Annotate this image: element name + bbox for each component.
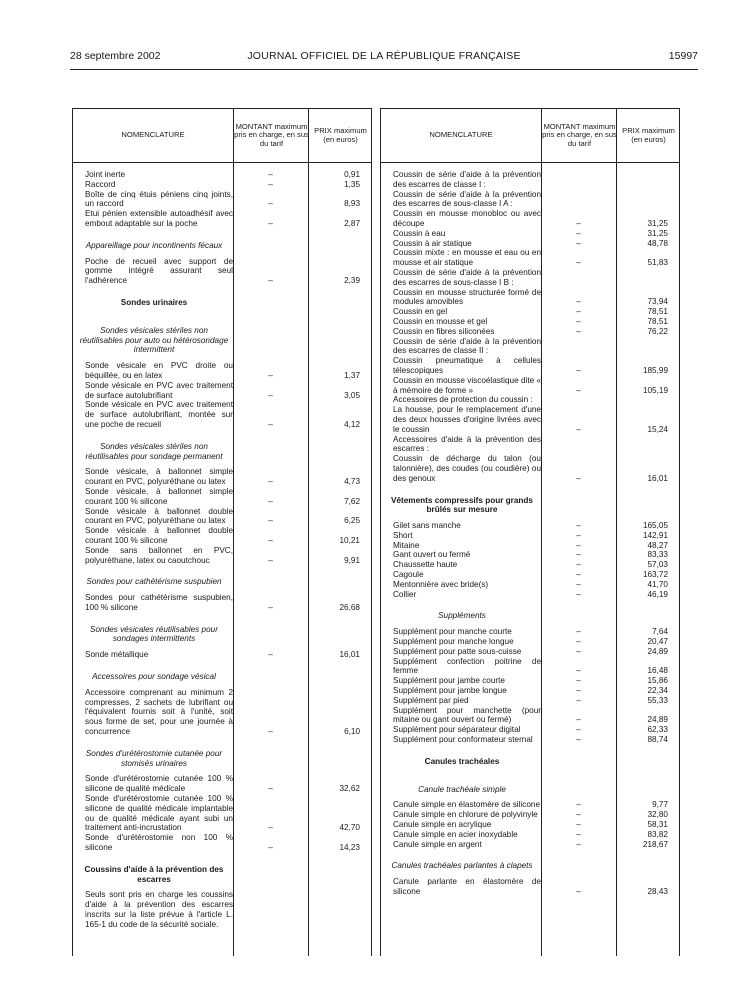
row-montant: – (576, 637, 581, 647)
header-rule (70, 69, 698, 70)
table-row (73, 467, 371, 487)
row-price: 24,89 (647, 715, 668, 725)
row-label: Appareillage pour incontinents fécaux (85, 240, 223, 250)
table-row (381, 541, 679, 551)
row-price: 16,01 (339, 650, 360, 660)
row-price: 6,10 (344, 727, 360, 737)
row-montant: – (576, 686, 581, 696)
row-montant: – (268, 496, 273, 506)
row-montant: – (576, 530, 581, 540)
row-label: Etui pénien extensible autoadhésif avec embout adaptable sur la poche (85, 209, 233, 228)
row-label: Coussins d'aide à la prévention des escarres (84, 864, 224, 884)
row-label: Coussin en mousse et gel (393, 316, 488, 326)
table-header (381, 108, 679, 163)
row-montant: – (576, 307, 581, 317)
table-row (73, 190, 371, 210)
row-label: Sondes urinaires (120, 297, 188, 307)
row-montant: – (576, 570, 581, 580)
table-row (73, 257, 371, 286)
row-price: 2,39 (344, 276, 360, 286)
row-price: 78,51 (647, 316, 668, 326)
row-label: Sondes d'urétérostomie cutanée pour stomisés urinaires (85, 748, 223, 768)
row-label: Short (393, 530, 413, 540)
row-price: 20,47 (647, 637, 668, 647)
row-price: 51,83 (647, 258, 668, 268)
row-label: Sondes vésicales stériles non réutilisables pour auto ou hétérosondage intermittent (79, 325, 229, 355)
row-price: 16,01 (647, 473, 668, 483)
table-row (381, 830, 679, 840)
row-price: 14,23 (339, 843, 360, 853)
table-header (73, 108, 371, 163)
section-heading (73, 442, 371, 462)
row-montant: – (576, 839, 581, 849)
row-label: Coussin en fibres siliconées (393, 326, 495, 336)
row-label: Coussin en mousse viscoélastique dite « à mémoire de forme » (393, 375, 541, 395)
table-row (381, 268, 679, 288)
table-row (381, 395, 679, 405)
row-montant: – (268, 516, 273, 526)
row-label: Canule simple en élastomère de silicone (393, 800, 540, 810)
row-montant: – (576, 810, 581, 820)
row-price: 163,72 (642, 570, 668, 580)
header-page-number: 15997 (668, 50, 698, 62)
table-row (73, 890, 371, 929)
table-row (73, 650, 371, 660)
row-price: 32,62 (339, 784, 360, 794)
table-row (381, 657, 679, 677)
row-label: Sonde vésicale à ballonnet double courant en PVC, polyuréthane ou latex (85, 506, 233, 526)
table-row (381, 454, 679, 483)
row-montant: – (268, 727, 273, 737)
table-row (381, 800, 679, 810)
table-body (381, 163, 679, 897)
row-label: Supplément pour manche courte (393, 627, 512, 637)
table-row (73, 774, 371, 794)
section-heading (73, 241, 371, 251)
section-heading (381, 861, 679, 871)
table-row (381, 706, 679, 726)
row-price: 4,12 (344, 419, 360, 429)
row-price: 9,91 (344, 555, 360, 565)
row-label: Coussin de série d'aide à la prévention des escarres de sous-classe I B : (393, 267, 541, 287)
row-price: 10,21 (339, 535, 360, 545)
row-label: Sonde vésicale en PVC droite ou béquillée, ou en latex (85, 361, 233, 380)
row-price: 1,37 (344, 370, 360, 380)
row-label: Accessoires d'aide à la prévention des escarres : (393, 434, 541, 454)
table-row (381, 307, 679, 317)
row-label: Coussin en mousse structurée formé de modules amovibles (393, 287, 541, 307)
row-montant: – (576, 228, 581, 238)
row-label: Canules trachéales parlantes à clapets (391, 861, 533, 871)
row-price: 105,19 (642, 385, 668, 395)
row-label: Supplément pour patte sous-cuisse (393, 646, 522, 656)
row-montant: – (268, 535, 273, 545)
row-price: 42,70 (339, 823, 360, 833)
row-label: Supplément pour jambe courte (393, 676, 505, 686)
row-label: Sonde vésicale à ballonnet double courant 100 % silicone (85, 526, 233, 545)
col-header-montant: MONTANT maximum pris en charge, en sus du tarif (233, 109, 309, 162)
row-montant: – (576, 238, 581, 248)
row-montant: – (268, 555, 273, 565)
row-price: 73,94 (647, 297, 668, 307)
row-label: Coussin à air statique (393, 238, 472, 248)
table-row (381, 570, 679, 580)
row-label: Gant ouvert ou fermé (393, 550, 471, 560)
table-row (381, 840, 679, 850)
row-price: 7,62 (344, 496, 360, 506)
row-label: Coussin en mousse monobloc ou avec découpe (393, 209, 541, 228)
section-heading (73, 749, 371, 769)
row-label: Sonde sans ballonnet en PVC, polyuréthane, latex ou caoutchouc (85, 545, 233, 565)
row-price: 46,19 (647, 589, 668, 599)
table-row (73, 526, 371, 546)
row-label: Supplément confection poitrine de femme (393, 656, 541, 676)
section-heading (381, 611, 679, 621)
row-label: Sonde vésicale en PVC avec traitement de surface autolubrifiant, montée sur une poche de recueil (85, 400, 233, 429)
table-row (381, 696, 679, 706)
row-montant: – (268, 199, 273, 209)
table-row (381, 590, 679, 600)
row-price: 16,48 (647, 666, 668, 676)
row-label: Seuls sont pris en charge les coussins d'aide à la prévention des escarres inscrits sur la liste prévue à l'article L. 165-1 du code de la sécurité sociale. (85, 890, 233, 929)
row-price: 31,25 (647, 218, 668, 228)
row-price: 24,89 (647, 646, 668, 656)
section-heading (73, 672, 371, 682)
row-label: Accessoires de protection du coussin : (393, 395, 533, 405)
row-montant: – (268, 784, 273, 794)
row-price: 48,78 (647, 238, 668, 248)
header-date: 28 septembre 2002 (70, 50, 161, 62)
table-row (381, 288, 679, 308)
row-label: Canule simple en acrylique (393, 820, 492, 830)
row-montant: – (576, 589, 581, 599)
row-label: Canule simple en argent (393, 839, 482, 849)
row-label: Canule simple en chlorure de polyvinyle (393, 810, 538, 820)
row-label: Coussin de série d'aide à la prévention des escarres de classe II : (393, 336, 541, 356)
row-montant: – (576, 829, 581, 839)
table-row (73, 794, 371, 833)
row-price: 26,68 (339, 602, 360, 612)
row-label: Sondes vésicales stériles non réutilisables pour sondage permanent (85, 441, 223, 461)
row-label: Accessoire comprenant au minimum 2 compresses, 2 sachets de lubrifiant ou l'équivalent fournis soit à l'unité, soit sous forme de set, pour une journée à concurrence (85, 687, 233, 737)
table-row (73, 833, 371, 853)
col-header-prix: PRIX maximum (en euros) (616, 109, 680, 162)
row-price: 0,91 (344, 170, 360, 179)
row-label: Gilet sans manche (393, 521, 461, 531)
row-label: Mitaine (393, 540, 420, 550)
row-montant: – (576, 715, 581, 725)
table-row (381, 637, 679, 647)
table-body (73, 163, 371, 930)
row-label: Coussin de série d'aide à la prévention des escarres de sous-classe I A : (393, 189, 541, 209)
row-label: Collier (393, 589, 417, 599)
table-row (73, 593, 371, 613)
row-price: 15,24 (647, 424, 668, 434)
row-price: 88,74 (647, 735, 668, 745)
row-price: 62,33 (647, 725, 668, 735)
row-label: Sondes vésicales réutilisables pour sondages intermittents (90, 624, 218, 644)
row-price: 57,03 (647, 560, 668, 570)
section-heading (381, 496, 679, 516)
row-montant: – (268, 602, 273, 612)
row-montant: – (268, 823, 273, 833)
table-row (381, 170, 679, 190)
row-label: Supplément pour manche longue (393, 637, 514, 647)
table-row (381, 327, 679, 337)
row-price: 7,64 (652, 627, 668, 637)
row-price: 6,25 (344, 516, 360, 526)
row-montant: – (576, 695, 581, 705)
row-label: Sonde d'urétérostomie cutanée 100 % silicone de qualité médicale implantable ou de qualité médicale ayant subi un traitement anti-incrustation (85, 794, 233, 833)
row-montant: – (576, 258, 581, 268)
table-row (381, 550, 679, 560)
row-montant: – (576, 326, 581, 336)
table-row (73, 381, 371, 401)
section-heading (73, 625, 371, 645)
row-montant: – (576, 887, 581, 896)
row-montant: – (576, 550, 581, 560)
table-row (381, 647, 679, 657)
table-row (381, 580, 679, 590)
col-header-montant: MONTANT maximum pris en charge, en sus du tarif (541, 109, 617, 162)
row-montant: – (268, 477, 273, 487)
row-price: 218,67 (642, 839, 668, 849)
row-montant: – (576, 316, 581, 326)
row-price: 76,22 (647, 326, 668, 336)
row-montant: – (576, 560, 581, 570)
row-label: Suppléments (438, 611, 486, 621)
table-row (381, 686, 679, 696)
table-row (73, 688, 371, 737)
table-row (73, 546, 371, 566)
row-label: Sondes pour cathétérisme suspubien, 100 % silicone (85, 593, 233, 612)
row-montant: – (576, 820, 581, 830)
row-montant: – (576, 579, 581, 589)
row-label: Supplément par pied (393, 695, 469, 705)
row-montant: – (576, 297, 581, 307)
row-label: Sonde d'urétérostomie cutanée 100 % silicone de qualité médicale (85, 774, 233, 794)
table-row (381, 248, 679, 268)
row-label: Mentonnière avec bride(s) (393, 579, 489, 589)
row-montant: – (576, 540, 581, 550)
row-label: Coussin à eau (393, 228, 446, 238)
table-row (381, 725, 679, 735)
row-label: Sonde métallique (85, 650, 149, 660)
row-label: Coussin mixte : en mousse et eau ou en mousse et air statique (393, 248, 541, 268)
row-price: 22,34 (647, 686, 668, 696)
table-row (381, 209, 679, 229)
row-label: Sonde vésicale, à ballonnet simple courant en PVC, polyuréthane ou latex (85, 467, 233, 487)
row-montant: – (576, 473, 581, 483)
row-label: Raccord (85, 179, 116, 189)
table-row (381, 435, 679, 455)
section-heading (381, 757, 679, 767)
row-price: 32,80 (647, 810, 668, 820)
row-label: Sondes pour cathétérisme suspubien (86, 577, 222, 587)
row-price: 78,51 (647, 307, 668, 317)
row-montant: – (576, 666, 581, 676)
table-row (73, 507, 371, 527)
section-heading (381, 785, 679, 795)
table-row (381, 229, 679, 239)
table-row (73, 180, 371, 190)
table-row (381, 877, 679, 897)
row-label: Vêtements compressifs pour grands brûlés sur mesure (391, 495, 533, 515)
table-row (73, 209, 371, 229)
row-label: Supplément pour conformateur sternal (393, 735, 533, 745)
row-montant: – (268, 170, 273, 179)
row-montant: – (268, 276, 273, 286)
left-table (72, 108, 372, 956)
table-row (381, 531, 679, 541)
table-row (381, 376, 679, 396)
table-row (73, 487, 371, 507)
header-title: JOURNAL OFFICIEL DE LA RÉPUBLIQUE FRANÇAISE (247, 50, 521, 62)
table-row (381, 239, 679, 249)
row-price: 15,86 (647, 676, 668, 686)
row-label: Supplément pour manchette (pour mitaine ou gant ouvert ou fermé) (393, 705, 541, 725)
row-price: 41,70 (647, 579, 668, 589)
row-montant: – (576, 676, 581, 686)
row-label: Accessoires pour sondage vésical (92, 672, 216, 682)
row-label: La housse, pour le remplacement d'une des deux housses d'origine livrées avec le coussin (393, 405, 541, 434)
row-label: Canule parlante en élastomère de silicone (393, 877, 541, 896)
row-montant: – (268, 390, 273, 400)
table-row (381, 521, 679, 531)
row-label: Coussin de série d'aide à la prévention des escarres de classe I : (393, 170, 541, 189)
row-label: Cagoule (393, 570, 424, 580)
table-row (381, 337, 679, 357)
row-montant: – (576, 365, 581, 375)
table-row (381, 627, 679, 637)
row-montant: – (576, 424, 581, 434)
row-price: 142,91 (642, 530, 668, 540)
row-label: Chaussette haute (393, 560, 458, 570)
page-header (70, 50, 698, 66)
row-price: 28,43 (647, 887, 668, 896)
section-heading (73, 326, 371, 355)
table-row (381, 560, 679, 570)
table-row (381, 735, 679, 745)
row-price: 9,77 (652, 800, 668, 810)
row-montant: – (268, 419, 273, 429)
col-header-nomenclature: NOMENCLATURE (429, 130, 493, 140)
row-label: Coussin en gel (393, 307, 448, 317)
row-montant: – (576, 218, 581, 228)
table-row (381, 676, 679, 686)
row-price: 3,05 (344, 390, 360, 400)
table-row (381, 317, 679, 327)
row-label: Joint inerte (85, 170, 126, 179)
row-price: 2,87 (344, 218, 360, 228)
row-montant: – (576, 725, 581, 735)
row-price: 1,35 (344, 179, 360, 189)
section-heading (73, 298, 371, 308)
row-montant: – (268, 179, 273, 189)
table-row (73, 400, 371, 429)
table-row (381, 820, 679, 830)
table-row (381, 810, 679, 820)
row-montant: – (268, 218, 273, 228)
section-heading (73, 865, 371, 885)
row-price: 4,73 (344, 477, 360, 487)
row-montant: – (576, 735, 581, 745)
row-label: Sonde vésicale, à ballonnet simple courant 100 % silicone (85, 486, 233, 506)
row-label: Canule trachéale simple (418, 784, 506, 794)
right-table (380, 108, 680, 956)
row-montant: – (268, 370, 273, 380)
row-montant: – (576, 646, 581, 656)
row-price: 58,31 (647, 820, 668, 830)
row-price: 165,05 (642, 521, 668, 531)
row-price: 185,99 (642, 365, 668, 375)
row-label: Sonde d'urétérostomie non 100 % silicone (85, 833, 233, 853)
row-price: 31,25 (647, 228, 668, 238)
row-montant: – (576, 627, 581, 637)
section-heading (73, 577, 371, 587)
row-label: Boîte de cinq étuis péniens cinq joints, un raccord (85, 189, 233, 209)
row-price: 55,33 (647, 695, 668, 705)
col-header-nomenclature: NOMENCLATURE (121, 130, 185, 140)
row-price: 8,93 (344, 199, 360, 209)
row-label: Canule simple en acier inoxydable (393, 829, 518, 839)
table-row (381, 190, 679, 210)
table-row (73, 170, 371, 180)
row-price: 83,82 (647, 829, 668, 839)
row-montant: – (268, 843, 273, 853)
row-montant: – (576, 521, 581, 531)
table-row (381, 356, 679, 376)
row-montant: – (576, 800, 581, 810)
row-montant: – (576, 385, 581, 395)
col-header-prix: PRIX maximum (en euros) (308, 109, 372, 162)
row-price: 48,27 (647, 540, 668, 550)
row-label: Poche de recueil avec support de gomme intégré assurant seul l'adhérence (85, 256, 233, 286)
row-label: Canules trachéales (424, 756, 500, 766)
row-label: Sonde vésicale en PVC avec traitement de surface autolubrifiant (85, 380, 233, 400)
row-montant: – (268, 650, 273, 660)
table-row (73, 361, 371, 381)
row-price: 83,33 (647, 550, 668, 560)
row-label: Coussin de décharge du talon (ou talonnière), des coudes (ou coudière) ou des genoux (393, 454, 541, 483)
row-label: Supplément pour jambe longue (393, 686, 507, 696)
table-row (381, 405, 679, 434)
row-label: Coussin pneumatique à cellules télescopiques (393, 356, 541, 375)
row-label: Supplément pour séparateur digital (393, 725, 521, 735)
